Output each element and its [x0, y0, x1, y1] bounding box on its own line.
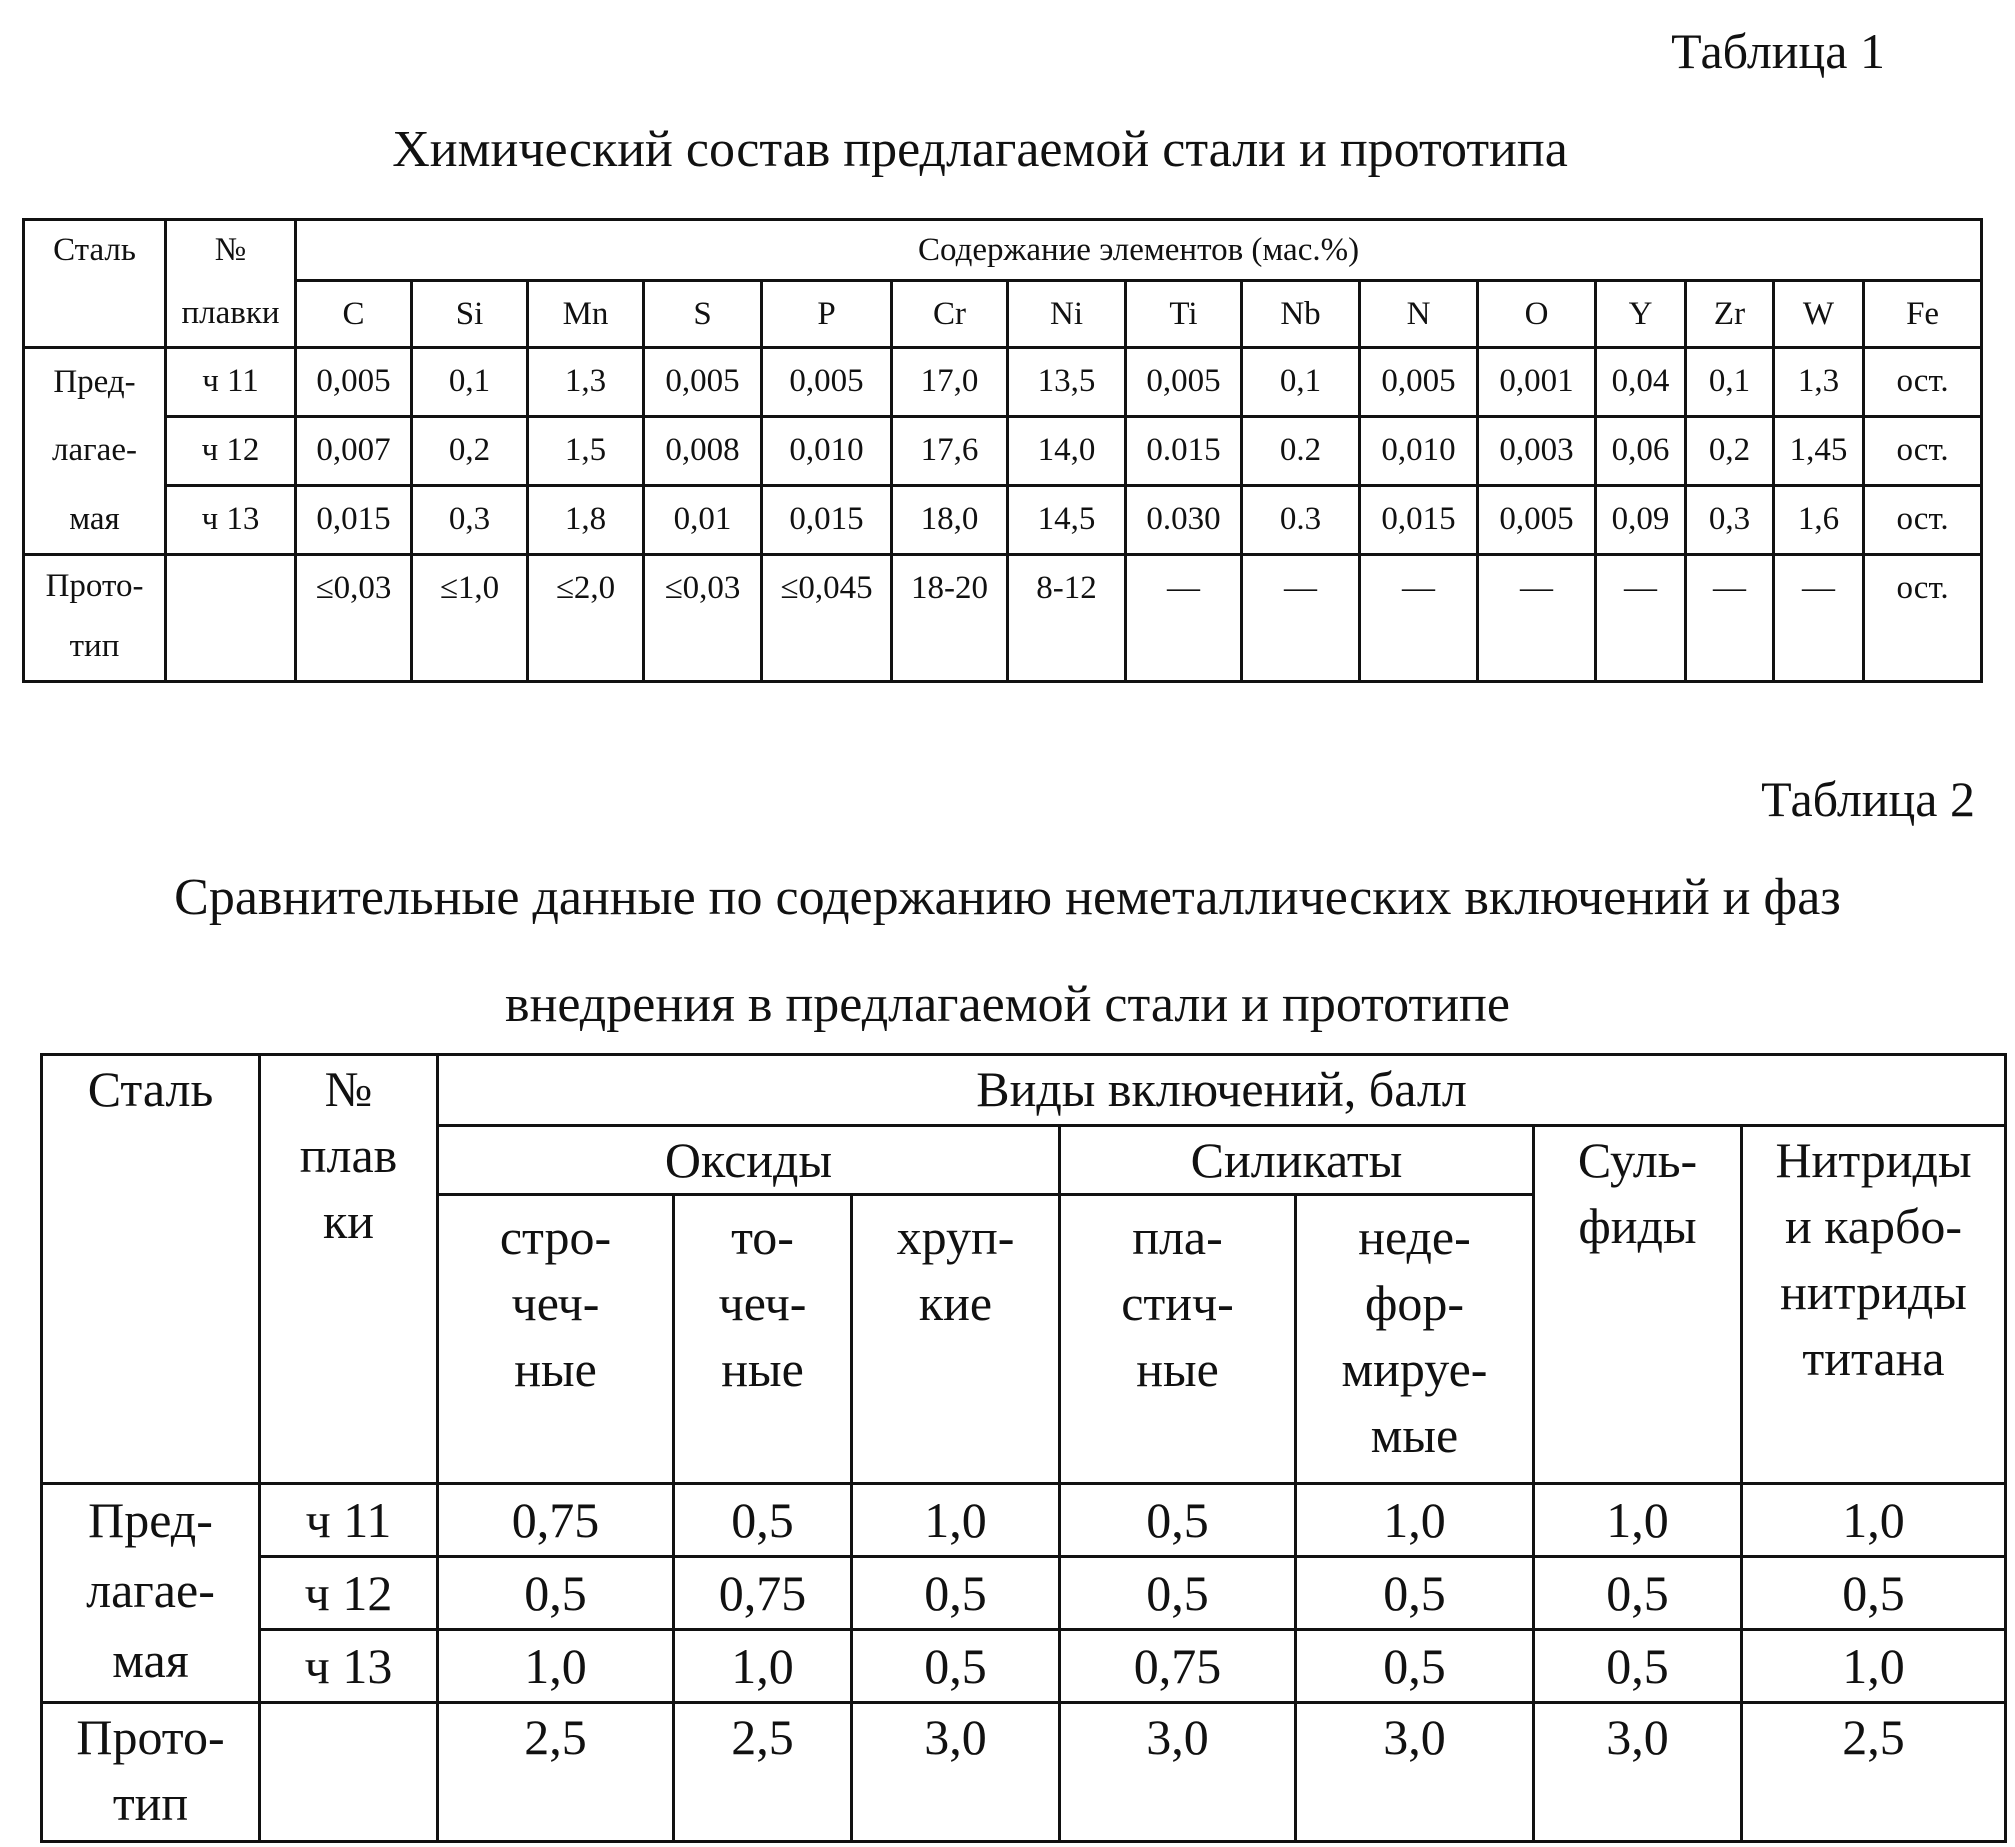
table1-cell: 0,010: [1360, 417, 1478, 486]
table1-cell: 0,005: [762, 348, 892, 417]
table2-cell: 0,5: [674, 1484, 852, 1557]
table-row: [24, 486, 1982, 555]
table1-cell: 0,001: [1478, 348, 1596, 417]
table-row: [24, 417, 1982, 486]
table1-cell: 0,010: [762, 417, 892, 486]
table2-group-oxides: Оксиды: [438, 1126, 1060, 1195]
table1-cell: 0,005: [1478, 486, 1596, 555]
table1-cell: 0,005: [644, 348, 762, 417]
table1-cell: —: [1242, 555, 1360, 682]
table2-cell: 0,5: [1534, 1557, 1742, 1630]
table2-melt: ч 11: [260, 1484, 438, 1557]
table1-cell: —: [1774, 555, 1864, 682]
table1-chemical-composition: [22, 218, 1983, 683]
table1-title: Химический состав предлагаемой стали и прототипа: [392, 121, 1568, 178]
table1-element-header: W: [1774, 281, 1864, 348]
table1-cell: 0.2: [1242, 417, 1360, 486]
table1-cell: ≤0,045: [762, 555, 892, 682]
table2-cell: 1,0: [438, 1630, 674, 1703]
table1-cell: 0,005: [1126, 348, 1242, 417]
table1-melt: ч 12: [166, 417, 296, 486]
table2-cell: 1,0: [852, 1484, 1060, 1557]
table2-group-silicates: Силикаты: [1060, 1126, 1534, 1195]
table1-cell: 13,5: [1008, 348, 1126, 417]
table-row: [24, 555, 1982, 682]
table1-steel-prototype: Прото- тип: [24, 555, 166, 682]
table1-cell: 18-20: [892, 555, 1008, 682]
table1-element-header: C: [296, 281, 412, 348]
table2-title-line2: внедрения в предлагаемой стали и прототипе: [505, 976, 1510, 1033]
table1-cell: ≤0,03: [644, 555, 762, 682]
table1-cell: 1,3: [528, 348, 644, 417]
table1-element-header: Zr: [1686, 281, 1774, 348]
table2-cell: 0,5: [1296, 1557, 1534, 1630]
table2-group-nitrides: Нитриды и карбо- нитриды титана: [1742, 1126, 2006, 1484]
table-row: [24, 348, 1982, 417]
table1-cell: —: [1686, 555, 1774, 682]
table2-sub-oxide-string: стро- чеч- ные: [438, 1195, 674, 1484]
table2-header-types: Виды включений, балл: [438, 1055, 2006, 1126]
table2-cell: 0,5: [1534, 1630, 1742, 1703]
table1-cell: —: [1126, 555, 1242, 682]
table1-steel-proposed-line: лагае-: [24, 417, 166, 486]
table1-cell: ≤2,0: [528, 555, 644, 682]
table2-cell: 1,0: [1296, 1484, 1534, 1557]
table1-element-header: P: [762, 281, 892, 348]
table2-cell: 0,5: [1060, 1557, 1296, 1630]
table2-cell: 0,5: [1296, 1630, 1534, 1703]
table1-cell: 0.3: [1242, 486, 1360, 555]
table1-cell: 0,09: [1596, 486, 1686, 555]
table-row: [42, 1703, 2006, 1842]
table2-sub-oxide-brittle: хруп- кие: [852, 1195, 1060, 1484]
table1-cell: —: [1596, 555, 1686, 682]
table1-element-header: O: [1478, 281, 1596, 348]
table1-cell: ≤1,0: [412, 555, 528, 682]
table-row: [42, 1557, 2006, 1630]
table2-cell: 1,0: [1742, 1484, 2006, 1557]
table1-cell: 0,007: [296, 417, 412, 486]
table1-cell: 0,015: [1360, 486, 1478, 555]
table2-cell: 0,5: [1742, 1557, 2006, 1630]
table1-label: Таблица 1: [1671, 23, 1885, 79]
table2-melt: ч 12: [260, 1557, 438, 1630]
table1-cell: 0,04: [1596, 348, 1686, 417]
table1-cell: 0,3: [412, 486, 528, 555]
table1-cell: 0,2: [412, 417, 528, 486]
table2-header-melt: № плав ки: [260, 1055, 438, 1484]
table2-cell: 0,5: [852, 1630, 1060, 1703]
table2-cell: 1,0: [1742, 1630, 2006, 1703]
table1-cell: ост.: [1864, 486, 1982, 555]
table2-cell: 0,75: [1060, 1630, 1296, 1703]
table1-header-melt-top: №: [166, 220, 296, 281]
table2-cell: 2,5: [674, 1703, 852, 1842]
table1-cell: 1,5: [528, 417, 644, 486]
table2-cell: 2,5: [1742, 1703, 2006, 1842]
table1-cell: 1,3: [1774, 348, 1864, 417]
table2-melt: ч 13: [260, 1630, 438, 1703]
table1-element-header: S: [644, 281, 762, 348]
table1-cell: 0,005: [296, 348, 412, 417]
table1-cell: 1,45: [1774, 417, 1864, 486]
table1-cell: 0,015: [296, 486, 412, 555]
table1-cell: 14,5: [1008, 486, 1126, 555]
table1-cell: 0,003: [1478, 417, 1596, 486]
table2-title-line1: Сравнительные данные по содержанию неметаллических включений и фаз: [174, 869, 1841, 926]
table1-cell: ≤0,03: [296, 555, 412, 682]
table2-cell: 3,0: [1060, 1703, 1296, 1842]
table1-cell: 18,0: [892, 486, 1008, 555]
table2-label: Таблица 2: [1761, 771, 1975, 827]
table1-cell: 17,0: [892, 348, 1008, 417]
table1-element-header: Ti: [1126, 281, 1242, 348]
table1-cell: 14,0: [1008, 417, 1126, 486]
table2-cell: 1,0: [1534, 1484, 1742, 1557]
table1-element-header: Nb: [1242, 281, 1360, 348]
table1-cell: 0,005: [1360, 348, 1478, 417]
table1-cell: 0,008: [644, 417, 762, 486]
table-row: [42, 1484, 2006, 1557]
table1-cell: 1,6: [1774, 486, 1864, 555]
table2-sub-oxide-point: то- чеч- ные: [674, 1195, 852, 1484]
table1-header-elements: Содержание элементов (мас.%): [296, 220, 1982, 281]
table2-cell: 0,75: [438, 1484, 674, 1557]
table1-cell: 0,3: [1686, 486, 1774, 555]
table1-element-header: Fe: [1864, 281, 1982, 348]
table1-element-header: Mn: [528, 281, 644, 348]
table1-cell: 0.015: [1126, 417, 1242, 486]
table2-cell: 0,5: [1060, 1484, 1296, 1557]
table-row: [42, 1630, 2006, 1703]
table2-group-sulfides: Суль- фиды: [1534, 1126, 1742, 1484]
table1-cell: ост.: [1864, 417, 1982, 486]
table1-steel-proposed-line: Пред-: [24, 348, 166, 417]
table2-steel-prototype: Прото- тип: [42, 1703, 260, 1842]
table1-element-header: Ni: [1008, 281, 1126, 348]
table1-cell: 0.030: [1126, 486, 1242, 555]
table1-cell: 0,015: [762, 486, 892, 555]
table1-element-header: N: [1360, 281, 1478, 348]
table1-steel-proposed-line: мая: [24, 486, 166, 555]
table2-sub-silicate-nondeformable: неде- фор- мируе- мые: [1296, 1195, 1534, 1484]
table1-element-header: Y: [1596, 281, 1686, 348]
table2-melt: [260, 1703, 438, 1842]
table1-cell: ост.: [1864, 555, 1982, 682]
table2-steel-proposed: Пред- лагае- мая: [42, 1484, 260, 1703]
table1-cell: 0,06: [1596, 417, 1686, 486]
table1-cell: 0,1: [1686, 348, 1774, 417]
table1-cell: 8-12: [1008, 555, 1126, 682]
table2-cell: 3,0: [1296, 1703, 1534, 1842]
table2-sub-silicate-plastic: пла- стич- ные: [1060, 1195, 1296, 1484]
table1-cell: 0,1: [412, 348, 528, 417]
table2-cell: 3,0: [1534, 1703, 1742, 1842]
table2-cell: 3,0: [852, 1703, 1060, 1842]
table2-cell: 0,5: [438, 1557, 674, 1630]
table1-cell: 17,6: [892, 417, 1008, 486]
table2-header-steel: Сталь: [42, 1055, 260, 1484]
table1-cell: 1,8: [528, 486, 644, 555]
table1-header-steel: Сталь: [24, 220, 166, 348]
table1-cell: —: [1360, 555, 1478, 682]
table2-inclusions: [40, 1053, 2007, 1843]
table1-element-header: Si: [412, 281, 528, 348]
table1-melt: [166, 555, 296, 682]
table1-header-melt-bottom: плавки: [166, 281, 296, 348]
table1-cell: ост.: [1864, 348, 1982, 417]
table1-element-header: Cr: [892, 281, 1008, 348]
table2-cell: 0,75: [674, 1557, 852, 1630]
table1-cell: 0,1: [1242, 348, 1360, 417]
table1-cell: —: [1478, 555, 1596, 682]
table1-melt: ч 13: [166, 486, 296, 555]
table2-cell: 2,5: [438, 1703, 674, 1842]
table1-cell: 0,01: [644, 486, 762, 555]
table2-cell: 0,5: [852, 1557, 1060, 1630]
table1-melt: ч 11: [166, 348, 296, 417]
table1-cell: 0,2: [1686, 417, 1774, 486]
table2-cell: 1,0: [674, 1630, 852, 1703]
